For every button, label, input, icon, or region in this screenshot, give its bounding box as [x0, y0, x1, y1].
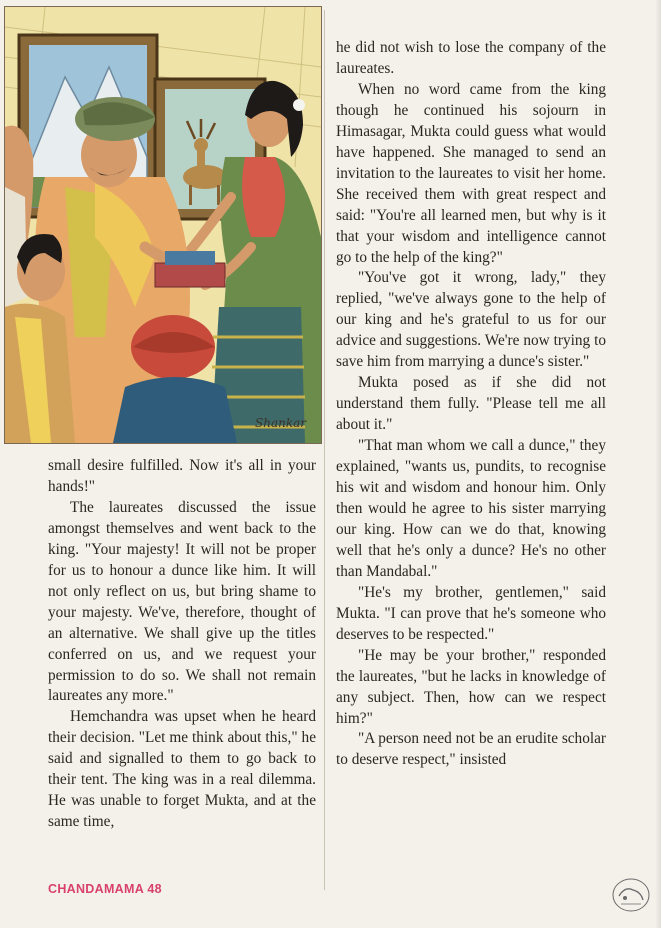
publisher-stamp-icon — [611, 876, 651, 914]
paragraph: small desire fulfilled. Now it's all in your hands!" — [48, 457, 316, 495]
page-number: 48 — [147, 882, 162, 896]
paragraph: Mukta posed as if she did not understand them fully. "Please tell me all about it." — [336, 374, 606, 434]
right-text-column — [336, 38, 606, 771]
paragraph: "He's my brother, gentlemen," said Mukta. "I can prove that he's someone who deserves to be respected." — [336, 583, 606, 643]
magazine-name: CHANDAMAMA — [48, 882, 144, 896]
column-divider — [324, 10, 325, 890]
paragraph: "A person need not be an erudite scholar to deserve respect," insisted — [336, 730, 606, 769]
paragraph: The laureates discussed the issue amongst themselves and went back to the king. "Your majesty! It will not be proper for us to honour a dunce like him. It will not only reflect on us, but bring shame to your majesty. We've, therefore, thought of an alternative. We shall give up the titles conferred on us, and we request your permission to do so. We shall not remain laureates any more." — [48, 498, 316, 705]
page-footer — [48, 882, 162, 896]
paragraph: When no word came from the king though he continued his sojourn in Himasagar, Mukta could guess what would have happened. She managed to send an invitation to the laureates to visit her home. She received them with great respect and said: "You're all learned men, but why is it that your wisdom and intelligence cannot go to the help of the king?" — [336, 80, 606, 266]
paragraph: "That man whom we call a dunce," they explained, "wants us, pundits, to recognise his wit and wisdom and honour him. Only then would he agree to his sister marrying our king. How can we do that, knowing well that he's only a dunce? He's no other than Mandabal." — [336, 437, 606, 580]
story-illustration — [4, 6, 322, 444]
page-edge-shadow — [655, 0, 661, 928]
svg-text:Shankar: Shankar — [255, 416, 306, 430]
paragraph: Hemchandra was upset when he heard their decision. "Let me think about this," he said and signalled to them to go back to their tent. The king was in a real dilemma. He was unable to forget Mukta, and at the same time, — [48, 708, 316, 831]
paragraph: he did not wish to lose the company of the laureates. — [336, 39, 606, 77]
paragraph: "You've got it wrong, lady," they replied, "we've always gone to the help of our king and he's grateful to us for our advice and suggestions. We're now trying to save him from marrying a dunce's sister." — [336, 269, 606, 371]
people-gathering-illustration-icon — [5, 7, 321, 443]
paragraph: "He may be your brother," responded the laureates, "but he lacks in knowledge of any subject. Then, how can we respect him?" — [336, 646, 606, 727]
left-text-column — [48, 456, 316, 833]
